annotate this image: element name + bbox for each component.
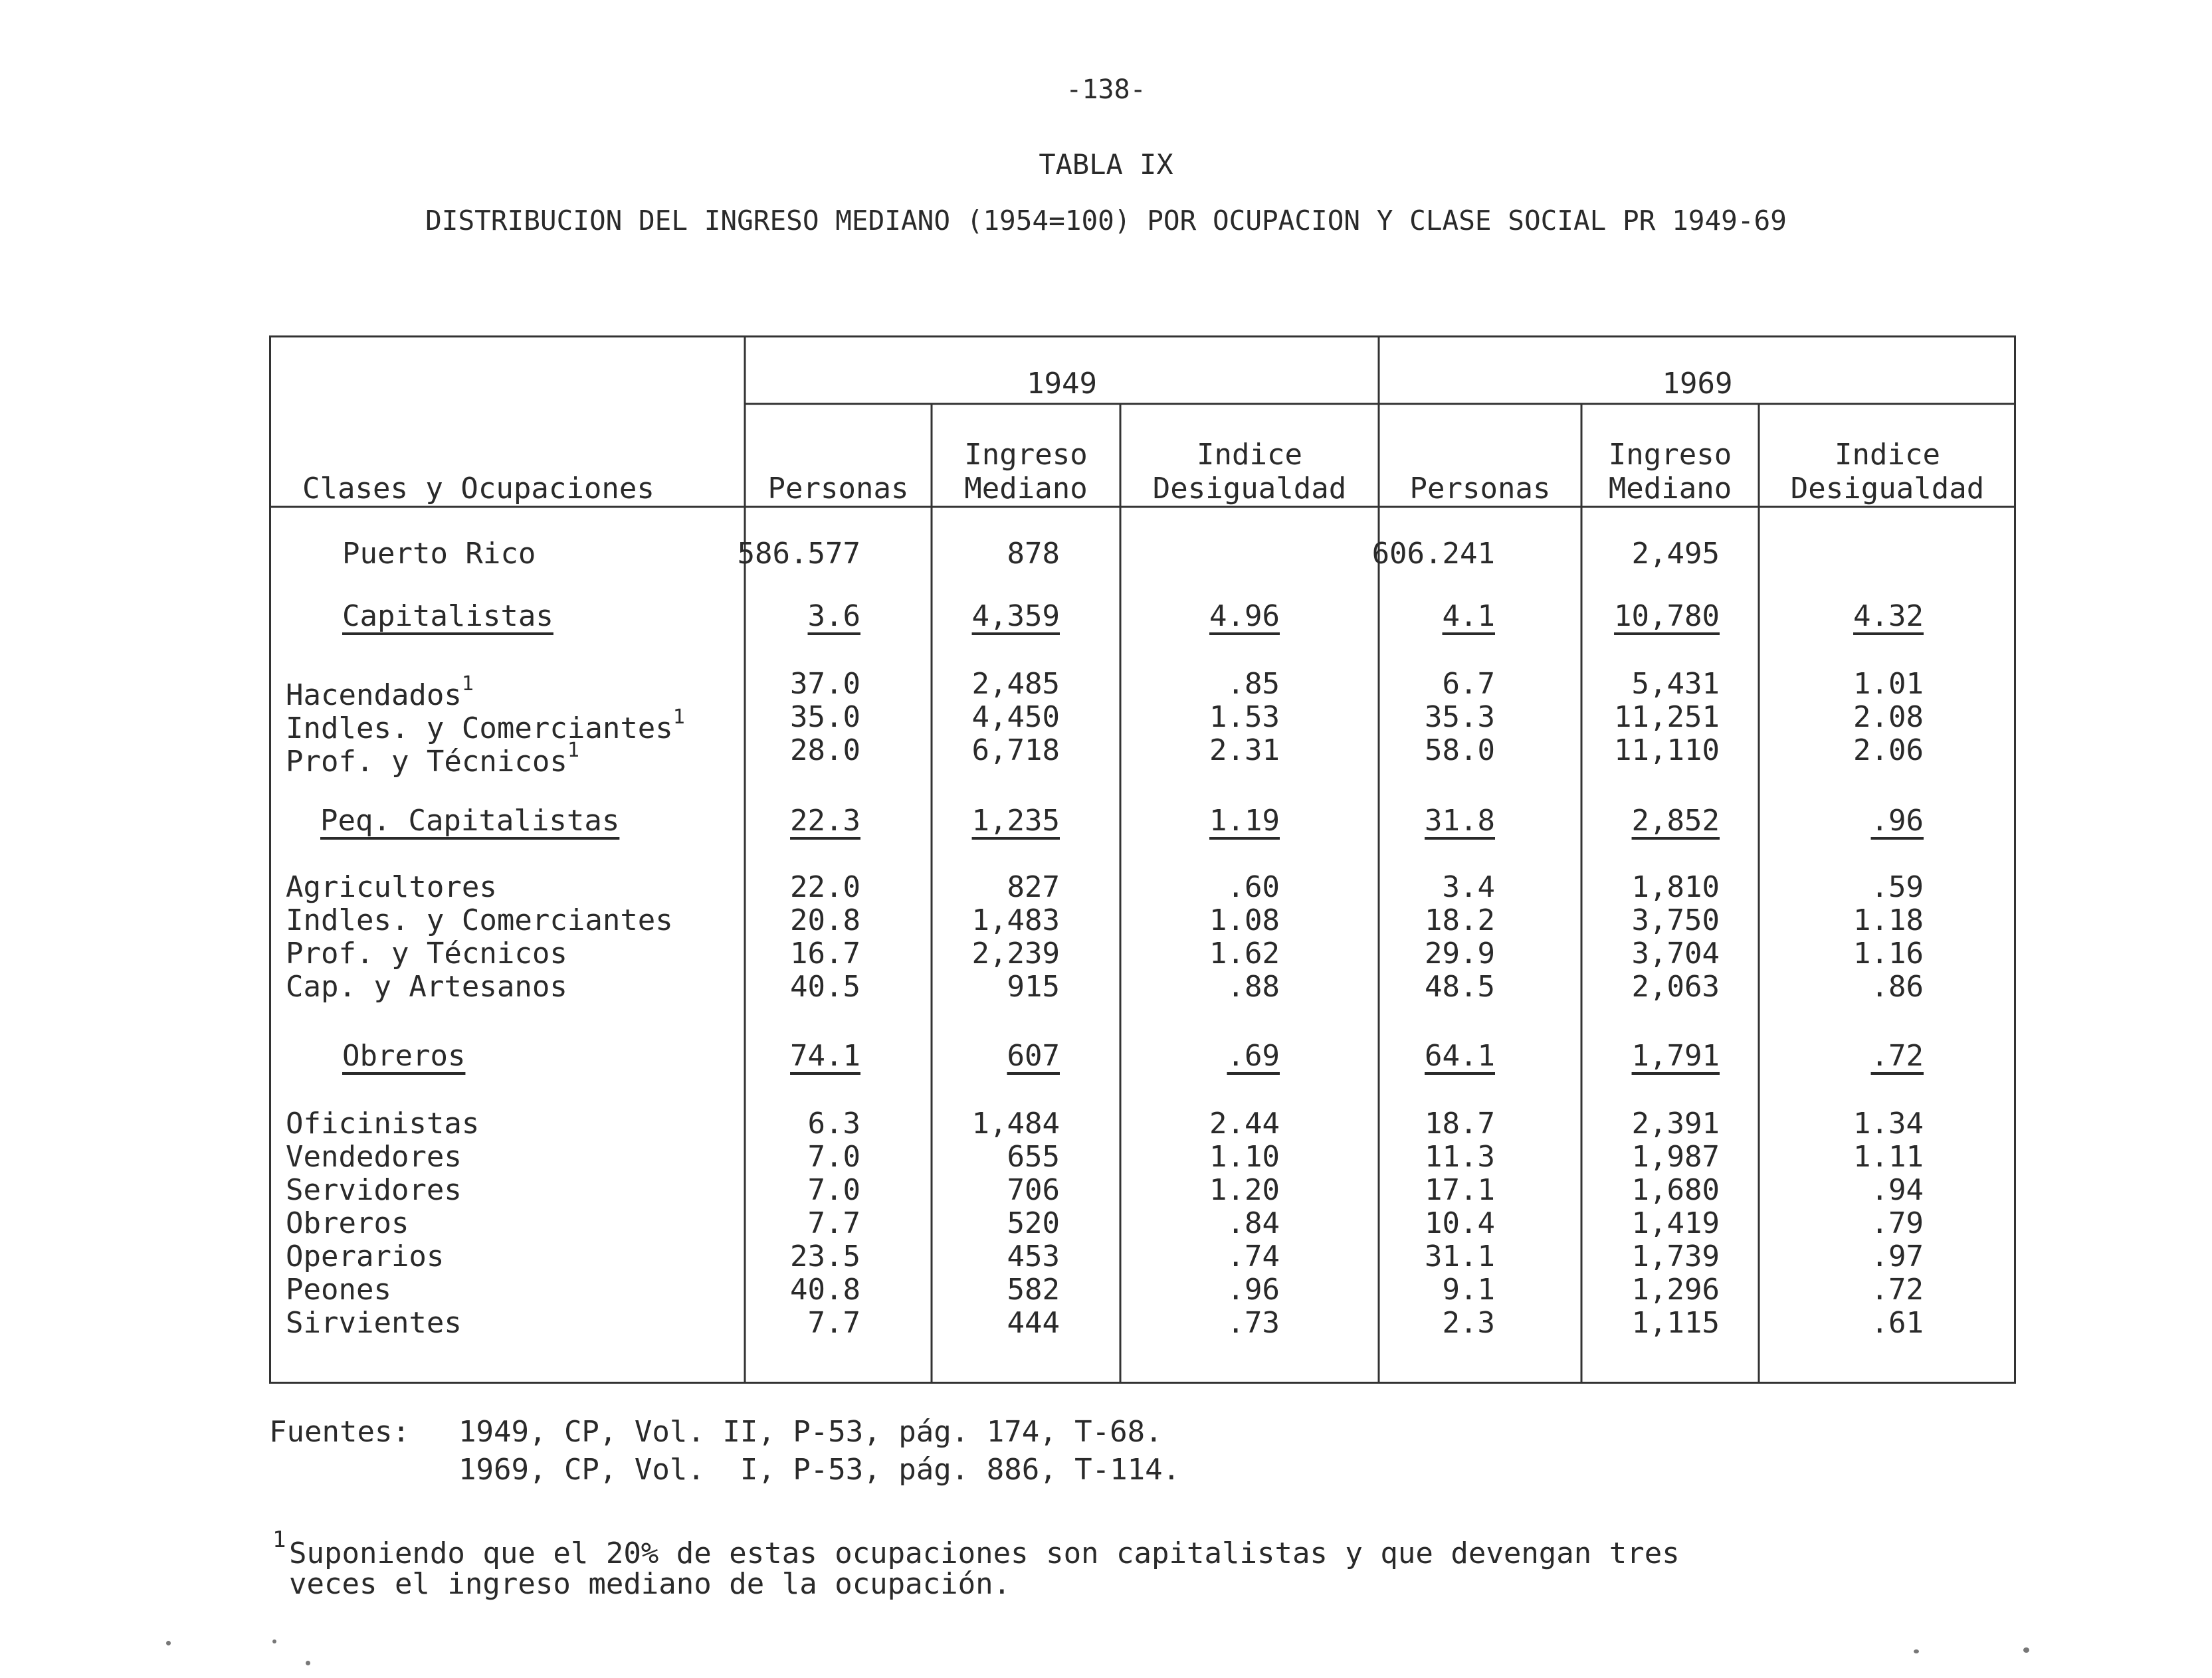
cell-value: 1,739	[1631, 1240, 1720, 1273]
cell-value: 2,495	[1631, 537, 1720, 571]
scan-speck	[2023, 1647, 2029, 1653]
cell-personas-1969	[1322, 971, 1495, 1004]
row-label-text: Vendedores	[286, 1140, 462, 1174]
cell-value: .85	[1227, 667, 1280, 701]
cell-value: 35.3	[1425, 700, 1495, 734]
scan-speck	[272, 1639, 276, 1643]
cell-personas-1969	[1322, 701, 1495, 734]
cell-value: 2.06	[1853, 733, 1924, 767]
cell-indice-1949	[1107, 1174, 1280, 1207]
row-label	[286, 1207, 409, 1240]
cell-ingreso-1969	[1547, 1141, 1720, 1174]
cell-value: 1,680	[1631, 1173, 1720, 1207]
cell-value: 453	[1007, 1240, 1060, 1273]
row-label	[342, 600, 553, 633]
cell-value: 35.0	[790, 700, 860, 734]
cell-value: 16.7	[790, 937, 860, 971]
row-label-text: Capitalistas	[342, 599, 553, 633]
cell-ingreso-1949	[887, 734, 1060, 767]
cell-value: 10.4	[1425, 1206, 1495, 1240]
row-label-text: Cap. y Artesanos	[286, 970, 567, 1004]
cell-personas-1949	[688, 904, 860, 937]
cell-value: 2.08	[1853, 700, 1924, 734]
cell-personas-1969	[1322, 734, 1495, 767]
cell-ingreso-1949	[887, 668, 1060, 701]
sources-line-1: 1949, CP, Vol. II, P-53, pág. 174, T-68.	[458, 1415, 1163, 1449]
cell-value: .94	[1870, 1173, 1924, 1207]
cell-ingreso-1969	[1547, 904, 1720, 937]
cell-value: 64.1	[1425, 1039, 1495, 1073]
cell-indice-1949	[1107, 701, 1280, 734]
cell-indice-1949	[1107, 804, 1280, 838]
cell-value: .96	[1227, 1273, 1280, 1307]
cell-indice-1969	[1751, 1040, 1924, 1073]
cell-personas-1969	[1322, 904, 1495, 937]
cell-value: 17.1	[1425, 1173, 1495, 1207]
cell-personas-1969	[1322, 668, 1495, 701]
cell-value: .74	[1227, 1240, 1280, 1273]
header-personas-1949: Personas	[767, 472, 909, 506]
cell-indice-1949	[1107, 1207, 1280, 1240]
row-label-text: Servidores	[286, 1173, 462, 1207]
cell-indice-1969	[1751, 600, 1924, 633]
row-label-text: Puerto Rico	[342, 537, 536, 571]
cell-indice-1949	[1107, 1040, 1280, 1073]
cell-ingreso-1969	[1547, 937, 1720, 971]
cell-value: 2,852	[1631, 804, 1720, 838]
cell-ingreso-1969	[1547, 734, 1720, 767]
cell-value: 6.7	[1442, 667, 1495, 701]
cell-personas-1969	[1322, 537, 1495, 571]
cell-personas-1949	[688, 734, 860, 767]
cell-value: 7.0	[807, 1173, 860, 1207]
footnote-line-2: veces el ingreso mediano de la ocupación.	[289, 1567, 1011, 1601]
header-mediano-1949: Mediano	[964, 472, 1088, 506]
cell-value: 878	[1007, 537, 1060, 571]
cell-personas-1969	[1322, 1174, 1495, 1207]
cell-personas-1969	[1322, 1040, 1495, 1073]
cell-indice-1969	[1751, 1174, 1924, 1207]
cell-value: 586.577	[737, 537, 860, 571]
row-label	[286, 971, 567, 1004]
cell-value: 1.20	[1209, 1173, 1280, 1207]
row-label	[286, 904, 673, 937]
row-label-text: Agricultores	[286, 870, 497, 904]
cell-value: .60	[1227, 870, 1280, 904]
cell-ingreso-1949	[887, 537, 1060, 571]
cell-indice-1949	[1107, 1273, 1280, 1307]
cell-value: 37.0	[790, 667, 860, 701]
cell-ingreso-1969	[1547, 1174, 1720, 1207]
table-title: TABLA IX	[1039, 148, 1173, 181]
row-label-text: Peq. Capitalistas	[320, 804, 620, 838]
header-desigualdad-1949: Desigualdad	[1152, 472, 1347, 506]
cell-value: 606.241	[1371, 537, 1495, 571]
cell-value: 3.4	[1442, 870, 1495, 904]
table-subtitle: DISTRIBUCION DEL INGRESO MEDIANO (1954=100) POR OCUPACION Y CLASE SOCIAL PR 1949-69	[425, 205, 1787, 236]
cell-personas-1949	[688, 804, 860, 838]
cell-personas-1969	[1322, 1107, 1495, 1141]
cell-ingreso-1949	[887, 1107, 1060, 1141]
cell-indice-1969	[1751, 1240, 1924, 1273]
cell-value: 11,251	[1614, 700, 1720, 734]
cell-value: 74.1	[790, 1039, 860, 1073]
cell-value: 4,359	[971, 599, 1060, 633]
cell-indice-1949	[1107, 734, 1280, 767]
cell-personas-1969	[1322, 1307, 1495, 1340]
cell-value: 607	[1007, 1039, 1060, 1073]
scan-speck	[1914, 1649, 1919, 1653]
cell-value: 18.2	[1425, 903, 1495, 937]
cell-personas-1969	[1322, 600, 1495, 633]
cell-value: 3.6	[807, 599, 860, 633]
cell-personas-1949	[688, 701, 860, 734]
cell-personas-1949	[688, 1273, 860, 1307]
row-label	[286, 1107, 479, 1141]
cell-ingreso-1949	[887, 871, 1060, 904]
row-label-text: Operarios	[286, 1240, 445, 1273]
row-label	[286, 1141, 462, 1174]
row-label-text: Oficinistas	[286, 1107, 480, 1141]
cell-personas-1949	[688, 871, 860, 904]
header-row-label: Clases y Ocupaciones	[302, 472, 654, 506]
cell-personas-1949	[688, 1040, 860, 1073]
cell-ingreso-1949	[887, 937, 1060, 971]
cell-value: .59	[1870, 870, 1924, 904]
cell-value: .86	[1870, 970, 1924, 1004]
footnote-ref: 1	[461, 672, 474, 696]
row-label-text: Prof. y Técnicos	[286, 745, 567, 779]
cell-value: 2,391	[1631, 1107, 1720, 1141]
cell-indice-1949	[1107, 668, 1280, 701]
cell-personas-1969	[1322, 1207, 1495, 1240]
cell-value: 520	[1007, 1206, 1060, 1240]
header-personas-1969: Personas	[1409, 472, 1551, 506]
cell-ingreso-1969	[1547, 971, 1720, 1004]
cell-value: 6,718	[971, 733, 1060, 767]
cell-ingreso-1949	[887, 600, 1060, 633]
cell-value: 3,704	[1631, 937, 1720, 971]
cell-value: 3,750	[1631, 903, 1720, 937]
cell-ingreso-1949	[887, 904, 1060, 937]
cell-value: .79	[1870, 1206, 1924, 1240]
cell-ingreso-1949	[887, 1174, 1060, 1207]
cell-personas-1949	[688, 1107, 860, 1141]
cell-personas-1969	[1322, 1240, 1495, 1273]
cell-value: 2,485	[971, 667, 1060, 701]
cell-indice-1949	[1107, 971, 1280, 1004]
cell-value: .72	[1870, 1273, 1924, 1307]
cell-value: 40.8	[790, 1273, 860, 1307]
cell-value: 915	[1007, 970, 1060, 1004]
cell-value: .84	[1227, 1206, 1280, 1240]
cell-indice-1969	[1751, 904, 1924, 937]
header-indice-1969: Indice	[1835, 438, 1940, 472]
cell-ingreso-1949	[887, 1240, 1060, 1273]
cell-value: 1,483	[971, 903, 1060, 937]
cell-value: 1.11	[1853, 1140, 1924, 1174]
cell-personas-1969	[1322, 1273, 1495, 1307]
cell-value: 4.96	[1209, 599, 1280, 633]
cell-value: .96	[1870, 804, 1924, 838]
cell-ingreso-1949	[887, 1040, 1060, 1073]
cell-indice-1949	[1107, 1307, 1280, 1340]
cell-ingreso-1969	[1547, 1207, 1720, 1240]
cell-value: 1,791	[1631, 1039, 1720, 1073]
cell-ingreso-1969	[1547, 537, 1720, 571]
cell-ingreso-1949	[887, 1273, 1060, 1307]
cell-indice-1949	[1107, 871, 1280, 904]
cell-indice-1969	[1751, 871, 1924, 904]
row-label	[286, 871, 497, 904]
header-year-1949: 1949	[1027, 367, 1097, 401]
cell-value: 1.53	[1209, 700, 1280, 734]
cell-value: 1.10	[1209, 1140, 1280, 1174]
cell-indice-1969	[1751, 1207, 1924, 1240]
cell-value: 58.0	[1425, 733, 1495, 767]
cell-value: 4.1	[1442, 599, 1495, 633]
row-label	[286, 1273, 391, 1307]
cell-indice-1969	[1751, 937, 1924, 971]
cell-ingreso-1969	[1547, 804, 1720, 838]
cell-personas-1949	[688, 1207, 860, 1240]
cell-value: 7.0	[807, 1140, 860, 1174]
cell-value: 1.01	[1853, 667, 1924, 701]
header-mediano-1969: Mediano	[1608, 472, 1732, 506]
cell-value: 2.44	[1209, 1107, 1280, 1141]
cell-value: 29.9	[1425, 937, 1495, 971]
cell-value: .61	[1870, 1306, 1924, 1340]
row-label	[286, 1307, 462, 1340]
header-desigualdad-1969: Desigualdad	[1790, 472, 1985, 506]
row-label-text: Indles. y Comerciantes	[286, 711, 673, 745]
cell-value: 7.7	[807, 1206, 860, 1240]
cell-value: 10,780	[1614, 599, 1720, 633]
row-label	[286, 937, 567, 971]
cell-value: 1,484	[971, 1107, 1060, 1141]
cell-personas-1969	[1322, 871, 1495, 904]
cell-personas-1949	[688, 537, 860, 571]
cell-value: 1,987	[1631, 1140, 1720, 1174]
cell-value: 22.3	[790, 804, 860, 838]
cell-indice-1969	[1751, 971, 1924, 1004]
footnote-line-1: Suponiendo que el 20% de estas ocupaciones son capitalistas y que devengan tres	[289, 1537, 1680, 1570]
page-number: -138-	[1066, 74, 1146, 105]
cell-value: 31.1	[1425, 1240, 1495, 1273]
cell-value: 444	[1007, 1306, 1060, 1340]
row-label-text: Hacendados	[286, 678, 462, 712]
cell-value: 7.7	[807, 1306, 860, 1340]
cell-ingreso-1969	[1547, 1240, 1720, 1273]
row-label	[342, 1040, 465, 1073]
cell-value: 1,419	[1631, 1206, 1720, 1240]
cell-personas-1949	[688, 1240, 860, 1273]
cell-value: 31.8	[1425, 804, 1495, 838]
scan-speck	[166, 1641, 171, 1645]
sources-line-2: 1969, CP, Vol. I, P-53, pág. 886, T-114.	[458, 1453, 1181, 1487]
cell-value: 1.19	[1209, 804, 1280, 838]
cell-indice-1969	[1751, 1107, 1924, 1141]
cell-value: 1.08	[1209, 903, 1280, 937]
cell-value: 2.31	[1209, 733, 1280, 767]
cell-value: 48.5	[1425, 970, 1495, 1004]
footnote-ref: 1	[672, 705, 685, 729]
cell-value: 2,063	[1631, 970, 1720, 1004]
cell-value: 40.5	[790, 970, 860, 1004]
footnote-ref: 1	[567, 739, 579, 762]
row-label	[286, 734, 579, 779]
header-indice-1949: Indice	[1197, 438, 1302, 472]
cell-value: 655	[1007, 1140, 1060, 1174]
cell-value: 20.8	[790, 903, 860, 937]
cell-value: 1.62	[1209, 937, 1280, 971]
cell-value: 1.16	[1853, 937, 1924, 971]
cell-personas-1949	[688, 600, 860, 633]
cell-value: 5,431	[1631, 667, 1720, 701]
cell-indice-1949	[1107, 600, 1280, 633]
cell-indice-1969	[1751, 734, 1924, 767]
sources-label: Fuentes:	[269, 1415, 410, 1449]
cell-ingreso-1949	[887, 971, 1060, 1004]
cell-value: 18.7	[1425, 1107, 1495, 1141]
row-label	[320, 804, 619, 838]
row-label-text: Obreros	[342, 1039, 466, 1073]
header-ingreso-1969: Ingreso	[1608, 438, 1732, 472]
cell-ingreso-1969	[1547, 1307, 1720, 1340]
cell-value: 6.3	[807, 1107, 860, 1141]
header-ingreso-1949: Ingreso	[964, 438, 1088, 472]
cell-value: 9.1	[1442, 1273, 1495, 1307]
row-label-text: Sirvientes	[286, 1306, 462, 1340]
cell-value: 4.32	[1853, 599, 1924, 633]
row-label-text: Peones	[286, 1273, 391, 1307]
cell-value: .72	[1870, 1039, 1924, 1073]
cell-value: 1,810	[1631, 870, 1720, 904]
cell-indice-1949	[1107, 1141, 1280, 1174]
cell-value: .97	[1870, 1240, 1924, 1273]
cell-ingreso-1949	[887, 1307, 1060, 1340]
cell-personas-1949	[688, 668, 860, 701]
cell-value: 22.0	[790, 870, 860, 904]
cell-ingreso-1969	[1547, 1273, 1720, 1307]
header-year-1969: 1969	[1662, 367, 1733, 401]
cell-indice-1969	[1751, 1307, 1924, 1340]
cell-value: 582	[1007, 1273, 1060, 1307]
cell-value: 1,115	[1631, 1306, 1720, 1340]
cell-ingreso-1969	[1547, 701, 1720, 734]
cell-indice-1969	[1751, 1273, 1924, 1307]
row-label-text: Prof. y Técnicos	[286, 937, 567, 971]
cell-value: .69	[1227, 1039, 1280, 1073]
cell-indice-1949	[1107, 937, 1280, 971]
cell-ingreso-1969	[1547, 1107, 1720, 1141]
cell-personas-1969	[1322, 937, 1495, 971]
cell-indice-1969	[1751, 1141, 1924, 1174]
income-table	[269, 335, 2016, 1384]
cell-ingreso-1969	[1547, 1040, 1720, 1073]
cell-ingreso-1949	[887, 1141, 1060, 1174]
cell-personas-1949	[688, 971, 860, 1004]
row-label	[342, 537, 536, 571]
cell-ingreso-1949	[887, 1207, 1060, 1240]
cell-value: 706	[1007, 1173, 1060, 1207]
cell-value: 28.0	[790, 733, 860, 767]
cell-value: .88	[1227, 970, 1280, 1004]
cell-value: 1,296	[1631, 1273, 1720, 1307]
footnote-marker: 1	[272, 1527, 286, 1553]
cell-value: 827	[1007, 870, 1060, 904]
cell-personas-1949	[688, 1307, 860, 1340]
cell-ingreso-1949	[887, 804, 1060, 838]
cell-indice-1949	[1107, 904, 1280, 937]
cell-indice-1949	[1107, 1240, 1280, 1273]
cell-indice-1969	[1751, 668, 1924, 701]
scan-speck	[306, 1661, 310, 1665]
cell-personas-1949	[688, 937, 860, 971]
cell-ingreso-1949	[887, 701, 1060, 734]
cell-value: 1.18	[1853, 903, 1924, 937]
cell-ingreso-1969	[1547, 871, 1720, 904]
cell-value: 1.34	[1853, 1107, 1924, 1141]
cell-personas-1969	[1322, 1141, 1495, 1174]
cell-personas-1949	[688, 1141, 860, 1174]
cell-value: 2,239	[971, 937, 1060, 971]
cell-indice-1969	[1751, 804, 1924, 838]
cell-value: 2.3	[1442, 1306, 1495, 1340]
row-label	[286, 1240, 444, 1273]
cell-value: 4,450	[971, 700, 1060, 734]
cell-value: 23.5	[790, 1240, 860, 1273]
cell-personas-1949	[688, 1174, 860, 1207]
cell-value: 11.3	[1425, 1140, 1495, 1174]
cell-indice-1949	[1107, 1107, 1280, 1141]
row-label-text: Indles. y Comerciantes	[286, 903, 673, 937]
row-label-text: Obreros	[286, 1206, 409, 1240]
cell-ingreso-1969	[1547, 600, 1720, 633]
cell-value: 11,110	[1614, 733, 1720, 767]
cell-indice-1969	[1751, 701, 1924, 734]
cell-ingreso-1969	[1547, 668, 1720, 701]
cell-personas-1969	[1322, 804, 1495, 838]
cell-value: 1,235	[971, 804, 1060, 838]
cell-value: .73	[1227, 1306, 1280, 1340]
row-label	[286, 1174, 462, 1207]
